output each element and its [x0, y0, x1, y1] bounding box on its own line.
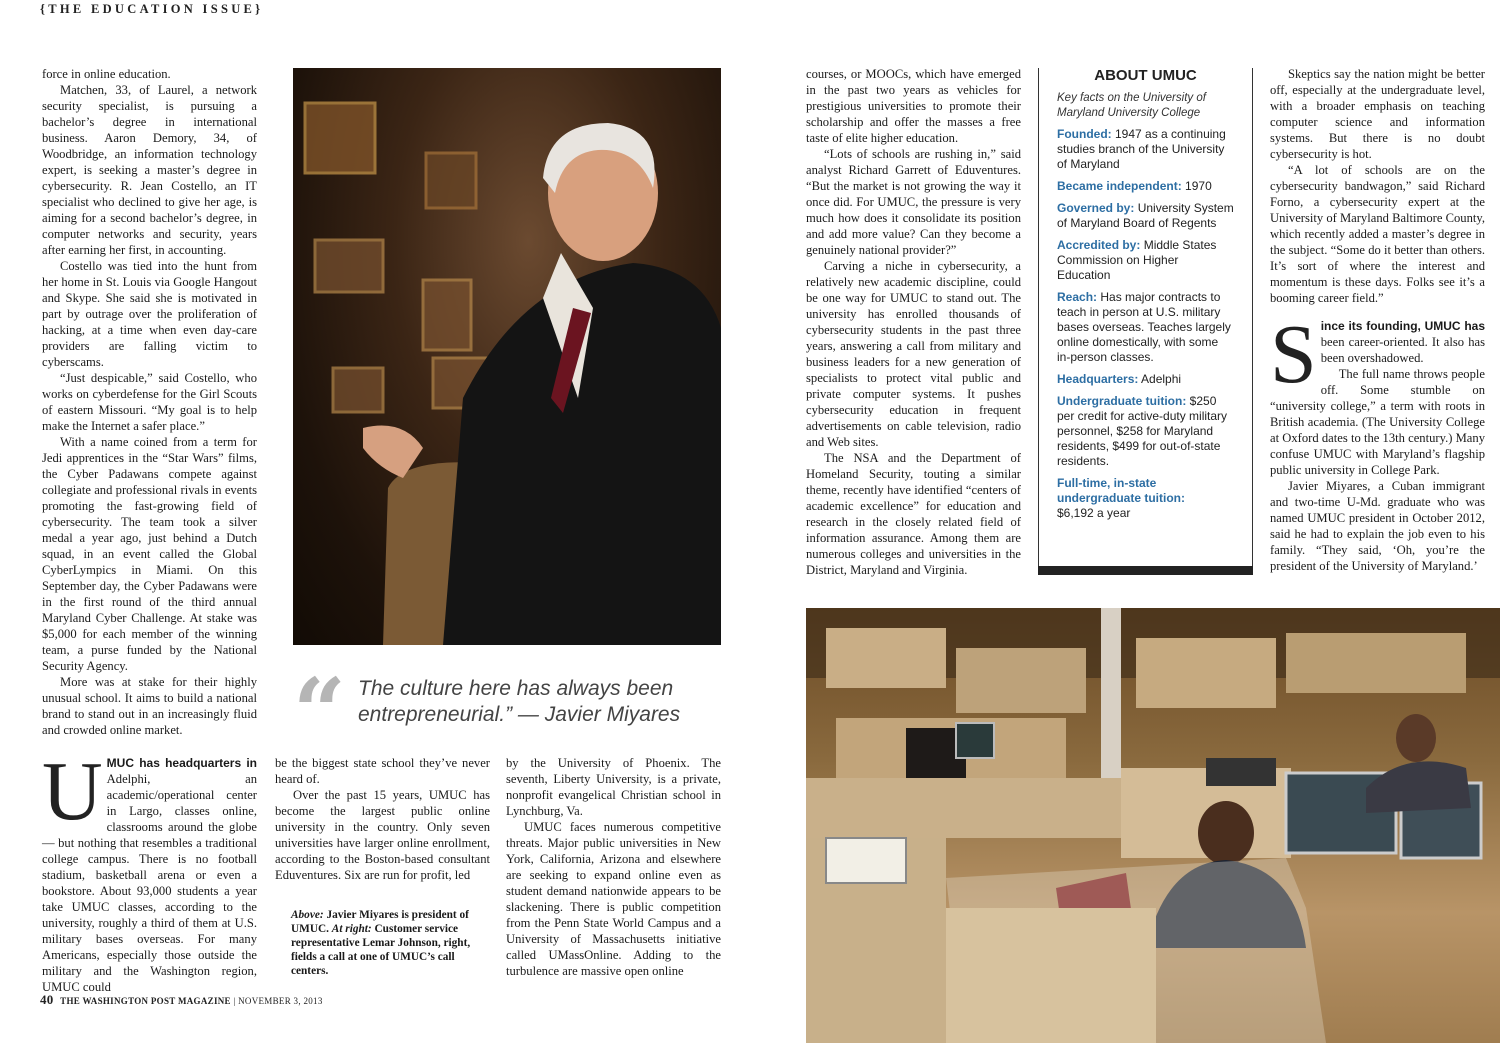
drop-cap: U	[42, 745, 103, 838]
paragraph: been career-oriented. It also has been overshadowed.	[1320, 335, 1485, 365]
drop-cap: S	[1270, 308, 1317, 401]
paragraph: by the University of Phoenix. The seventh, Liberty University, is a private, nonprofit evangelical Christian school in Lynchburg, Va.	[506, 756, 721, 818]
magazine-name: THE WASHINGTON POST MAGAZINE	[60, 996, 231, 1006]
paragraph: The NSA and the Department of Homeland Security, touting a similar theme, recently have identified “centers of academic excellence” for education and research in the closely related field of information assurance. Among them are numerous colleges and universities in the District, Maryland and Virginia.	[806, 451, 1021, 577]
paragraph: “A lot of schools are on the cybersecurity bandwagon,” said Richard Forno, a cybersecurity expert at the University of Maryland Baltimore County, which recently added a master’s degree in the subject. “Some do it better than others. It’s sort of where the interest and momentum is these days. Folks see it’s a booming career field.”	[1270, 163, 1485, 305]
caption-label: Above:	[291, 909, 324, 921]
paragraph: force in online education.	[42, 67, 171, 81]
paragraph: The full name throws people off. Some stumble on “university college,” a term with roots in British academia. (The University College at Oxford dates to the 13th century.) Many confuse UMUC with Maryland’s flagship public university in College Park.	[1270, 367, 1485, 477]
fact-item: Headquarters: Adelphi	[1057, 372, 1182, 386]
paragraph: More was at stake for their highly unusual school. It aims to build a national brand to stand out in an increasingly fluid and crowded online market.	[42, 675, 257, 737]
caption-text: Customer service representative Lemar Johnson, right, fields a call at one of UMUC’s call centers.	[291, 923, 471, 977]
page-footer	[40, 992, 323, 1008]
fact-item: Full-time, in-state undergraduate tuition: $6,192 a year	[1057, 476, 1185, 520]
photo-caption	[291, 908, 486, 978]
portrait-photo	[293, 68, 721, 645]
quote-mark-icon: “	[293, 658, 346, 766]
article-column-2	[275, 755, 490, 890]
paragraph: courses, or MOOCs, which have emerged in the past two years as vehicles for prestigious universities to promote their scholarship and offer the masses a free taste of elite higher education.	[806, 67, 1021, 145]
footer-separator: |	[233, 996, 236, 1006]
article-column-3	[506, 755, 721, 980]
sidebar-subtitle: Key facts on the University of Maryland University College	[1057, 92, 1206, 119]
paragraph: “Just despicable,” said Costello, who works on cyberdefense for the Girl Scouts of eastern Missouri. “My goal is to help make the Internet a safer place.”	[42, 371, 257, 433]
lead-in: ince its founding, UMUC has	[1320, 319, 1485, 333]
article-column-1	[42, 66, 257, 741]
paragraph: Matchen, 33, of Laurel, a network security specialist, is pursuing a bachelor’s degree in international business. Aaron Demory, 34, of Woodbridge, an information technology expert, is seeking a master’s degree in cybersecurity. R. Jean Costello, an IT specialist who declined to give her age, is aiming for a second bachelor’s degree, in computer networks and security, years after earning her first, in accounting.	[42, 83, 257, 257]
call-center-photo	[806, 608, 1500, 1043]
paragraph: Skeptics say the nation might be better off, especially at the undergraduate level, with a broader emphasis on teaching computer science and information systems. But there is no doubt cybersecurity is hot.	[1270, 67, 1485, 161]
paragraph: Carving a niche in cybersecurity, a relatively new academic discipline, could be one way for UMUC to stand out. The university has enrolled thousands of cybersecurity students in the past three years, answering a call from military and business leaders for a new generation of specialists to protect vital public and private computer systems. It pushes cybersecurity education in frequent advertisements on cable television, radio and Web sites.	[806, 259, 1021, 449]
fact-item: Became independent: 1970	[1057, 179, 1212, 193]
pull-quote	[293, 658, 723, 766]
caption-label: At right:	[331, 923, 372, 935]
paragraph: be the biggest state school they’ve never heard of.	[275, 756, 490, 786]
paragraph: UMUC faces numerous competitive threats. Major public universities in New York, California, Arizona and elsewhere are seeking to expand online even as student demand nationwide appears to be slackening. There is public competition from the Penn State World Campus and a University of Massachusetts initiative called UMassOnline. Adding to the turbulence are massive open online	[506, 820, 721, 978]
fact-item: Governed by: University System of Maryland Board of Regents	[1057, 201, 1234, 230]
fact-item: Undergraduate tuition: $250 per credit for active-duty military personnel, $258 for Maryland residents, $499 for out-of-state residents.	[1057, 394, 1228, 468]
article-column-6	[1270, 66, 1485, 581]
paragraph: “Lots of schools are rushing in,” said analyst Richard Garrett of Eduventures. “But the market is not growing the way it once did. For UMUC, the pressure is very much how does it consolidate its position and add more value? Can they become a genuinely national provider?”	[806, 147, 1021, 257]
caption-text: Javier Miyares is president of UMUC.	[291, 909, 469, 935]
article-column-4	[806, 66, 1021, 581]
article-column-1-section-2	[42, 745, 257, 994]
sidebar-bottom-rule	[1038, 566, 1253, 575]
lead-in: MUC has headquarters in	[106, 756, 257, 770]
pull-quote-text: The culture here has always been entrepreneurial.” — Javier Miyares	[358, 677, 681, 726]
issue-date: NOVEMBER 3, 2013	[238, 996, 323, 1006]
paragraph: Over the past 15 years, UMUC has become the largest public online university in the country. Only seven universities have larger online enrollment, according to the Boston-based consultant Eduventures. Six are run for profit, led	[275, 788, 490, 882]
fact-item: Founded: 1947 as a continuing studies branch of the University of Maryland	[1057, 127, 1226, 171]
page-number: 40	[40, 992, 54, 1007]
section-header: {THE EDUCATION ISSUE}	[40, 2, 264, 16]
sidebar-title: ABOUT UMUC	[1094, 67, 1197, 84]
paragraph: Adelphi, an academic/operational center in Largo, classes online, classrooms around the globe — but nothing that resembles a traditional college campus. There is no football stadium, basketball arena or even a bookstore. About 93,000 students a year take UMUC classes, according to the university, roughly a third of them at U.S. military bases overseas. For many Americans, especially those outside the military and the Washington region, UMUC could	[42, 772, 257, 994]
about-umuc-sidebar	[1038, 68, 1253, 575]
paragraph: Costello was tied into the hunt from her home in St. Louis via Google Hangout and Skype. She said she is motivated in part by outrage over the proliferation of hacking, at a time when even day-care providers are falling victim to cyberscams.	[42, 259, 257, 369]
fact-item: Accredited by: Middle States Commission on Higher Education	[1057, 238, 1217, 282]
paragraph: With a name coined from a term for Jedi apprentices in the “Star Wars” films, the Cyber Padawans compete against collegiate and professional rivals in events promoting the fast-growing field of cybersecurity. The team took a silver medal a year ago, just behind a Dutch squad, in an event called the Global CyberLympics in Miami. On this September day, the Cyber Padawans were in the first round of the third annual Maryland Cyber Challenge. At stake was $5,000 for each member of the winning team, a purse funded by the National Security Agency.	[42, 435, 257, 673]
fact-item: Reach: Has major contracts to teach in person at U.S. military bases overseas. Teaches largely online domestically, with some in-person classes.	[1057, 290, 1231, 364]
paragraph: Javier Miyares, a Cuban immigrant and two-time U-Md. graduate who was named UMUC president in October 2012, said he had to explain the job even to his family. “They said, ‘Oh, you’re the president of the University of Maryland.’	[1270, 479, 1485, 573]
